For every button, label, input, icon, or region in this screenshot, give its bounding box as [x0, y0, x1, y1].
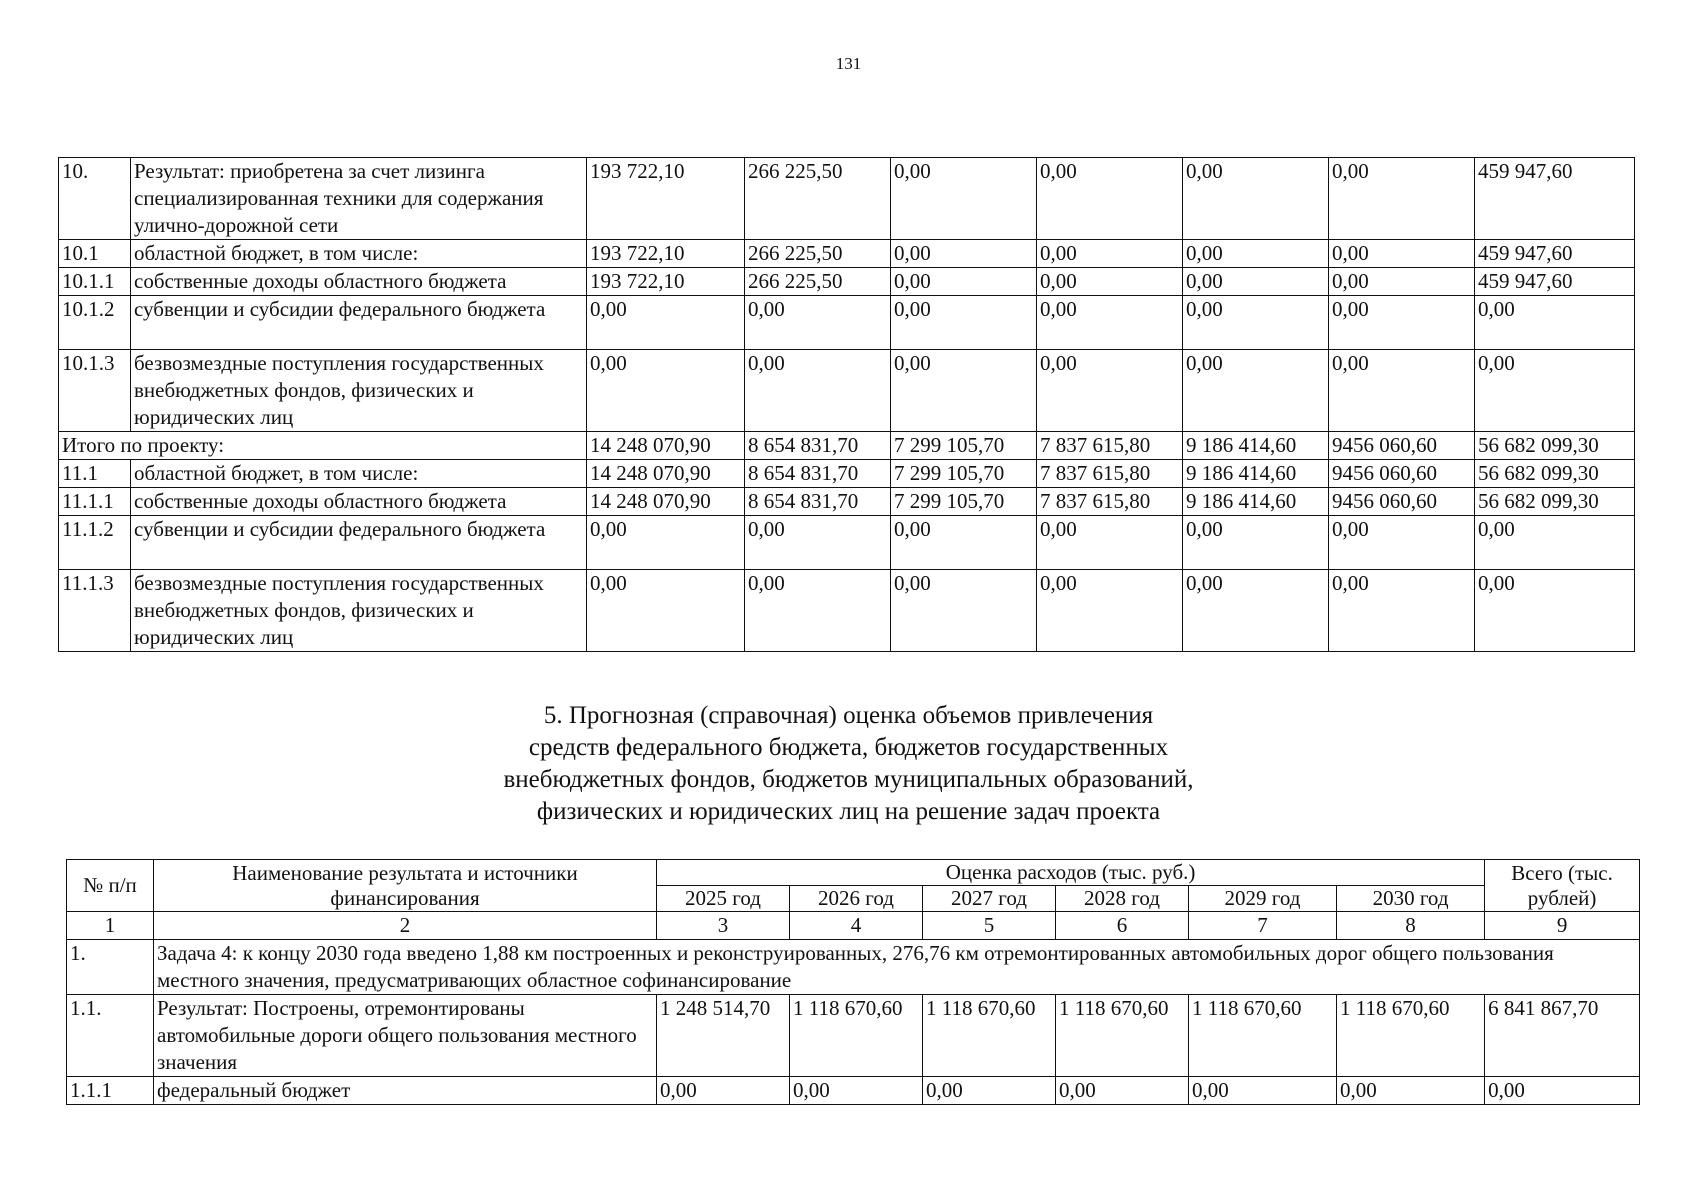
table-row: [59, 516, 1635, 570]
total-value-cell: 9 186 414,60: [1183, 432, 1329, 460]
header-row: [67, 860, 1640, 886]
section-title-line: физических и юридических лиц на решение задач проекта: [536, 798, 1161, 825]
value-cell: 14 248 070,90: [587, 460, 745, 488]
row-number: 10.1.1: [59, 268, 131, 296]
row-number: 10.: [59, 158, 131, 240]
value-cell: 1 118 670,60: [923, 995, 1056, 1077]
value-cell: 1 118 670,60: [1056, 995, 1189, 1077]
value-cell: 0,00: [1183, 268, 1329, 296]
page-number: 131: [835, 54, 862, 73]
column-index: 1: [67, 912, 154, 940]
value-cell: 0,00: [1485, 1077, 1640, 1105]
section-5-title: [0, 700, 1697, 828]
table-row: [67, 995, 1640, 1077]
value-cell: 0,00: [1183, 158, 1329, 240]
column-index: 3: [657, 912, 790, 940]
value-cell: 0,00: [1183, 240, 1329, 268]
value-cell: 1 118 670,60: [790, 995, 923, 1077]
value-cell: 0,00: [1475, 516, 1635, 570]
value-cell: 0,00: [587, 350, 745, 432]
column-index-row: [67, 912, 1640, 940]
task-text: Задача 4: к концу 2030 года введено 1,88 км построенных и реконструированных, 276,76 км отремонтированных автомобильных дорог общего пользования местного значения, предусматривающих областное софинансирование: [154, 940, 1640, 995]
value-cell: 0,00: [1183, 296, 1329, 350]
value-cell: 0,00: [745, 516, 891, 570]
value-cell: 0,00: [657, 1077, 790, 1105]
row-name: областной бюджет, в том числе:: [131, 460, 587, 488]
column-index: 2: [154, 912, 657, 940]
value-cell: 0,00: [745, 570, 891, 652]
value-cell: 266 225,50: [745, 158, 891, 240]
row-number: 11.1.2: [59, 516, 131, 570]
value-cell: 1 248 514,70: [657, 995, 790, 1077]
total-value-cell: 14 248 070,90: [587, 432, 745, 460]
value-cell: 0,00: [745, 350, 891, 432]
header-year: 2028 год: [1056, 886, 1189, 912]
value-cell: 1 118 670,60: [1337, 995, 1485, 1077]
table-row: [59, 268, 1635, 296]
row-number: 11.1.1: [59, 488, 131, 516]
row-number: 10.1.2: [59, 296, 131, 350]
value-cell: 0,00: [1329, 296, 1475, 350]
row-name: Результат: Построены, отремонтированы автомобильные дороги общего пользования местного значения: [154, 995, 657, 1077]
value-cell: 0,00: [1475, 350, 1635, 432]
row-number: 11.1: [59, 460, 131, 488]
value-cell: 0,00: [1037, 268, 1183, 296]
header-num: № п/п: [67, 860, 154, 912]
value-cell: 193 722,10: [587, 158, 745, 240]
value-cell: 0,00: [587, 296, 745, 350]
row-number: 10.1.3: [59, 350, 131, 432]
value-cell: 0,00: [1037, 296, 1183, 350]
total-value-cell: 7 837 615,80: [1037, 432, 1183, 460]
section-title-line: 5. Прогнозная (справочная) оценка объемов привлечения: [543, 702, 1154, 729]
value-cell: 8 654 831,70: [745, 460, 891, 488]
value-cell: 0,00: [790, 1077, 923, 1105]
total-value-cell: 9456 060,60: [1329, 432, 1475, 460]
value-cell: 0,00: [1337, 1077, 1485, 1105]
value-cell: 0,00: [1037, 516, 1183, 570]
value-cell: 9 186 414,60: [1183, 460, 1329, 488]
value-cell: 0,00: [891, 296, 1037, 350]
value-cell: 0,00: [1329, 350, 1475, 432]
forecast-table: [66, 859, 1640, 1105]
value-cell: 0,00: [1183, 570, 1329, 652]
table-row: [59, 296, 1635, 350]
header-year: 2027 год: [923, 886, 1056, 912]
header-estimate: Оценка расходов (тыс. руб.): [657, 860, 1485, 886]
value-cell: 7 837 615,80: [1037, 460, 1183, 488]
task-row: [67, 940, 1640, 995]
value-cell: 0,00: [587, 516, 745, 570]
row-number: 1.1.: [67, 995, 154, 1077]
value-cell: 459 947,60: [1475, 268, 1635, 296]
row-number: 11.1.3: [59, 570, 131, 652]
row-name: собственные доходы областного бюджета: [131, 488, 587, 516]
value-cell: 0,00: [891, 350, 1037, 432]
column-index: 6: [1056, 912, 1189, 940]
row-name: собственные доходы областного бюджета: [131, 268, 587, 296]
value-cell: 9 186 414,60: [1183, 488, 1329, 516]
value-cell: 0,00: [1475, 570, 1635, 652]
row-name: федеральный бюджет: [154, 1077, 657, 1105]
value-cell: 0,00: [1037, 158, 1183, 240]
row-name: субвенции и субсидии федерального бюджета: [131, 296, 587, 350]
value-cell: 1 118 670,60: [1189, 995, 1337, 1077]
value-cell: 7 299 105,70: [891, 460, 1037, 488]
header-name: Наименование результата и источники финансирования: [154, 860, 657, 912]
value-cell: 9456 060,60: [1329, 460, 1475, 488]
value-cell: 0,00: [891, 240, 1037, 268]
value-cell: 266 225,50: [745, 240, 891, 268]
total-value-cell: 8 654 831,70: [745, 432, 891, 460]
header-year: 2030 год: [1337, 886, 1485, 912]
value-cell: 56 682 099,30: [1475, 488, 1635, 516]
table-row: [59, 240, 1635, 268]
value-cell: 56 682 099,30: [1475, 460, 1635, 488]
value-cell: 9456 060,60: [1329, 488, 1475, 516]
section-title-line: средств федерального бюджета, бюджетов государственных: [528, 734, 1169, 761]
value-cell: 0,00: [923, 1077, 1056, 1105]
table-row: [59, 158, 1635, 240]
table-row: [59, 570, 1635, 652]
value-cell: 0,00: [1183, 516, 1329, 570]
value-cell: 7 299 105,70: [891, 488, 1037, 516]
value-cell: 0,00: [1329, 240, 1475, 268]
task-number: 1.: [67, 940, 154, 995]
row-name: безвозмездные поступления государственных внебюджетных фондов, физических и юридических лиц: [131, 350, 587, 432]
total-label: Итого по проекту:: [59, 432, 587, 460]
value-cell: 193 722,10: [587, 240, 745, 268]
header-year: 2029 год: [1189, 886, 1337, 912]
column-index: 5: [923, 912, 1056, 940]
value-cell: 193 722,10: [587, 268, 745, 296]
value-cell: 266 225,50: [745, 268, 891, 296]
value-cell: 8 654 831,70: [745, 488, 891, 516]
value-cell: 7 837 615,80: [1037, 488, 1183, 516]
table-row: [67, 1077, 1640, 1105]
value-cell: 0,00: [1475, 296, 1635, 350]
value-cell: 459 947,60: [1475, 240, 1635, 268]
table-row: [59, 488, 1635, 516]
column-index: 4: [790, 912, 923, 940]
column-index: 7: [1189, 912, 1337, 940]
header-year: 2026 год: [790, 886, 923, 912]
header-total: Всего (тыс. рублей): [1485, 860, 1640, 912]
value-cell: 0,00: [891, 570, 1037, 652]
value-cell: 14 248 070,90: [587, 488, 745, 516]
value-cell: 6 841 867,70: [1485, 995, 1640, 1077]
value-cell: 0,00: [745, 296, 891, 350]
value-cell: 459 947,60: [1475, 158, 1635, 240]
value-cell: 0,00: [1329, 570, 1475, 652]
table-row: [59, 460, 1635, 488]
value-cell: 0,00: [891, 158, 1037, 240]
row-name: безвозмездные поступления государственных внебюджетных фондов, физических и юридических лиц: [131, 570, 587, 652]
value-cell: 0,00: [891, 516, 1037, 570]
value-cell: 0,00: [1329, 268, 1475, 296]
value-cell: 0,00: [1329, 516, 1475, 570]
value-cell: 0,00: [891, 268, 1037, 296]
value-cell: 0,00: [1056, 1077, 1189, 1105]
value-cell: 0,00: [1037, 570, 1183, 652]
total-value-cell: 56 682 099,30: [1475, 432, 1635, 460]
row-name: Результат: приобретена за счет лизинга специализированная техники для содержания улично-дорожной сети: [131, 158, 587, 240]
row-number: 1.1.1: [67, 1077, 154, 1105]
column-index: 8: [1337, 912, 1485, 940]
row-number: 10.1: [59, 240, 131, 268]
value-cell: 0,00: [1037, 240, 1183, 268]
budget-table-project: [58, 157, 1635, 652]
total-value-cell: 7 299 105,70: [891, 432, 1037, 460]
value-cell: 0,00: [1189, 1077, 1337, 1105]
column-index: 9: [1485, 912, 1640, 940]
header-year: 2025 год: [657, 886, 790, 912]
table-row: [59, 350, 1635, 432]
row-name: областной бюджет, в том числе:: [131, 240, 587, 268]
value-cell: 0,00: [1037, 350, 1183, 432]
value-cell: 0,00: [1329, 158, 1475, 240]
value-cell: 0,00: [587, 570, 745, 652]
section-title-line: внебюджетных фондов, бюджетов муниципальных образований,: [503, 766, 1194, 793]
total-row: [59, 432, 1635, 460]
row-name: субвенции и субсидии федерального бюджета: [131, 516, 587, 570]
value-cell: 0,00: [1183, 350, 1329, 432]
